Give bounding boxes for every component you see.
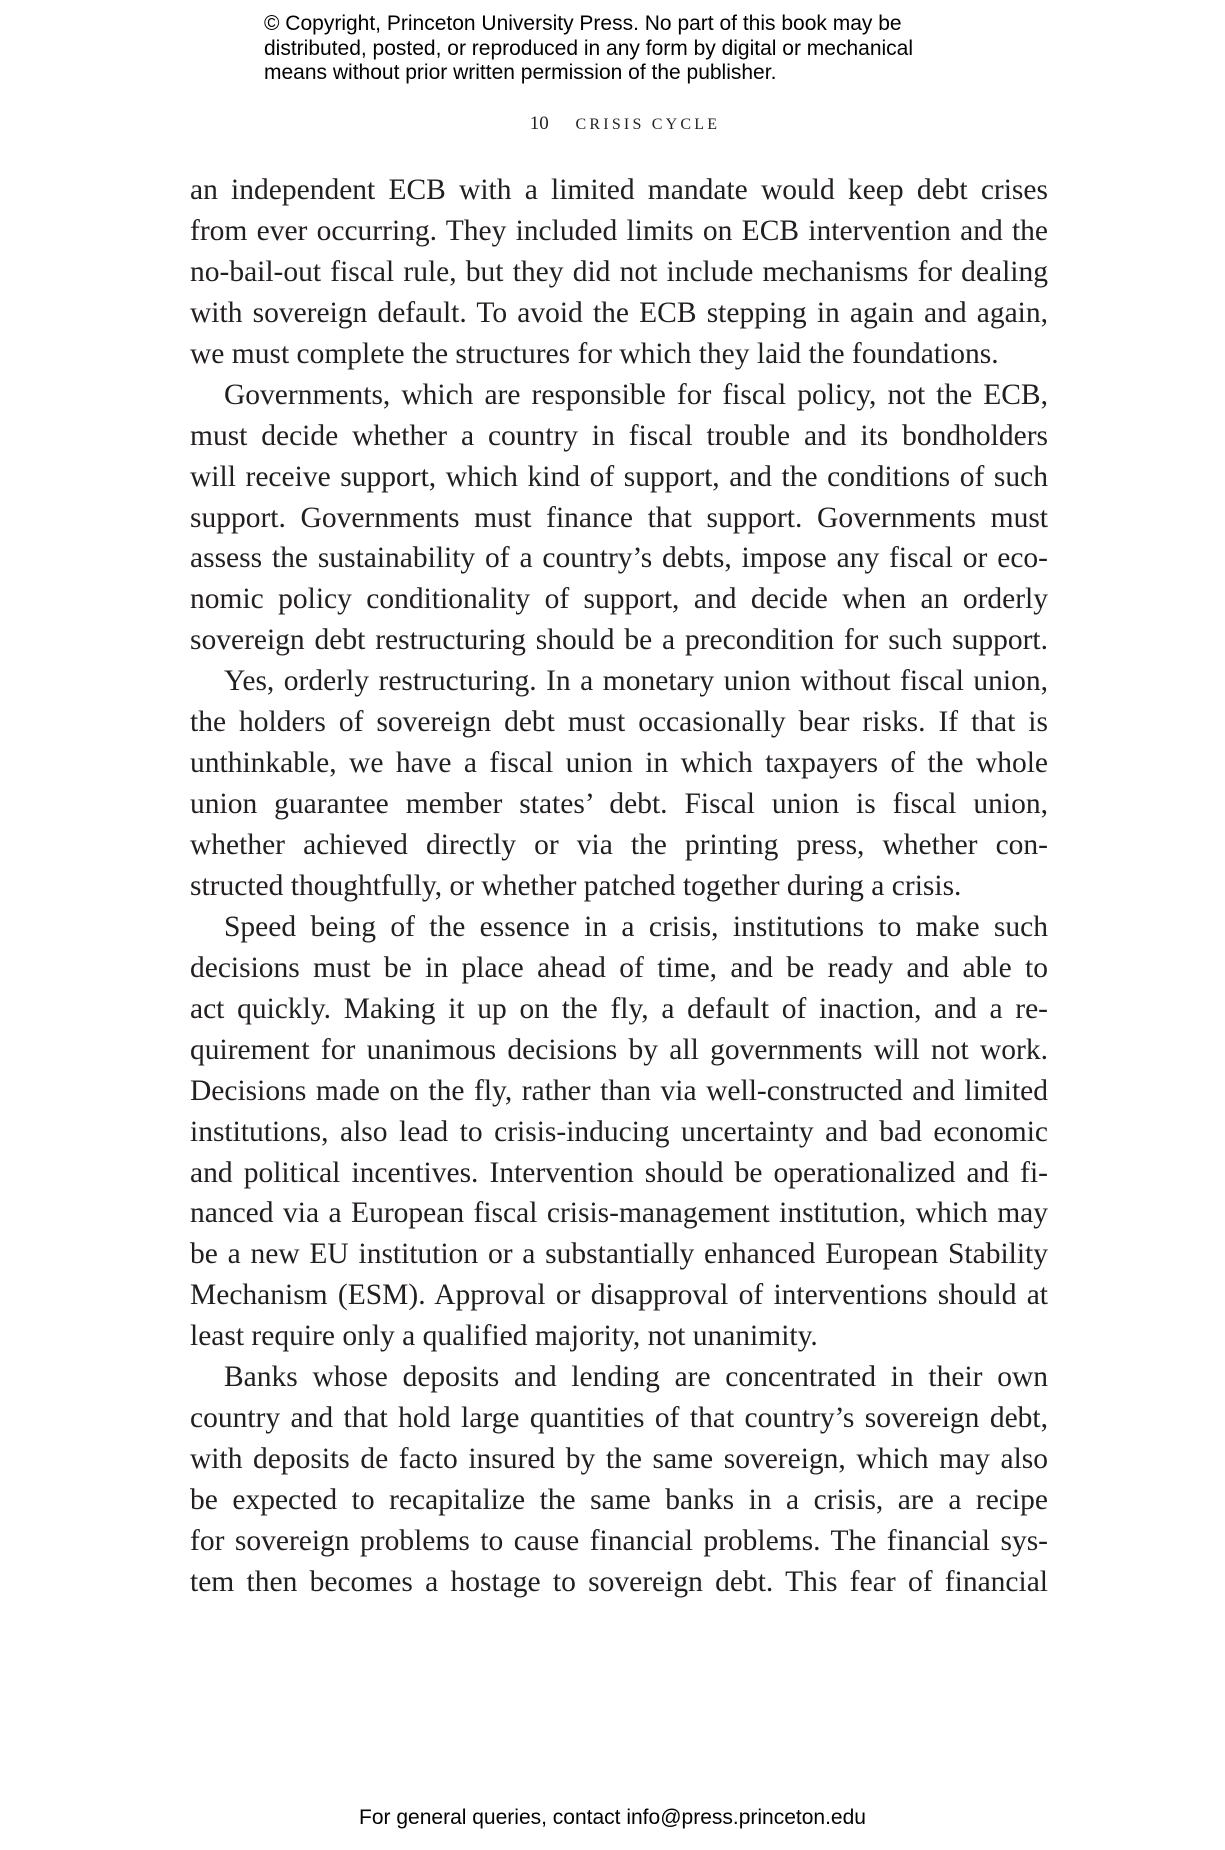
text-line: tem then becomes a hostage to sovereign debt. This fear of financial bbox=[190, 1565, 1048, 1598]
copyright-notice bbox=[264, 12, 964, 86]
text-line: for sovereign problems to cause financial problems. The financial sys- bbox=[190, 1524, 1048, 1557]
text-line: be a new EU institution or a substantially enhanced European Stability bbox=[190, 1238, 1048, 1271]
text-line: we must complete the structures for which they laid the foundations. bbox=[190, 337, 999, 370]
text-line: structed thoughtfully, or whether patched together during a crisis. bbox=[190, 869, 962, 902]
text-line: Mechanism (ESM). Approval or disapproval of interventions should at bbox=[190, 1279, 1048, 1312]
copyright-line: distributed, posted, or reproduced in any form by digital or mechanical bbox=[264, 36, 914, 60]
text-line: Governments, which are responsible for fiscal policy, not the ECB, bbox=[224, 378, 1048, 411]
text-line: whether achieved directly or via the printing press, whether con- bbox=[190, 829, 1048, 861]
text-line: country and that hold large quantities of that country’s sovereign debt, bbox=[190, 1402, 1048, 1435]
copyright-line: means without prior written permission of the publisher. bbox=[264, 61, 777, 84]
text-line: with sovereign default. To avoid the ECB stepping in again and again, bbox=[190, 296, 1048, 329]
text-line: Speed being of the essence in a crisis, institutions to make such bbox=[224, 910, 1048, 943]
text-line: be expected to recapitalize the same banks in a crisis, are a recipe bbox=[190, 1484, 1048, 1516]
text-line: unthinkable, we have a fiscal union in which taxpayers of the whole bbox=[190, 747, 1048, 780]
footer-contact: For general queries, contact info@press.princeton.edu bbox=[359, 1806, 866, 1829]
paragraph bbox=[190, 375, 1048, 662]
text-line: nomic policy conditionality of support, and decide when an orderly bbox=[190, 583, 1048, 616]
text-line: no-bail-out fiscal rule, but they did not include mechanisms for dealing bbox=[190, 255, 1048, 288]
text-line: the holders of sovereign debt must occasionally bear risks. If that is bbox=[190, 706, 1048, 739]
body-text bbox=[190, 170, 1048, 1603]
text-line: sovereign debt restructuring should be a precondition for such support. bbox=[190, 624, 1048, 657]
copyright-line: © Copyright, Princeton University Press. No part of this book may be bbox=[264, 12, 902, 35]
text-line: act quickly. Making it up on the fly, a default of inaction, and a re- bbox=[190, 992, 1048, 1025]
text-line: institutions, also lead to crisis-inducing uncertainty and bad economic bbox=[190, 1115, 1048, 1148]
text-line: will receive support, which kind of support, and the conditions of such bbox=[190, 460, 1048, 493]
text-line: must decide whether a country in fiscal trouble and its bondholders bbox=[190, 419, 1048, 452]
text-line: Decisions made on the fly, rather than via well-constructed and limited bbox=[190, 1074, 1048, 1107]
text-line: decisions must be in place ahead of time, and be ready and able to bbox=[190, 951, 1048, 984]
text-line: from ever occurring. They included limits on ECB intervention and the bbox=[190, 214, 1048, 247]
running-head bbox=[0, 113, 1225, 135]
paragraph bbox=[190, 170, 1048, 375]
paragraph bbox=[190, 661, 1048, 907]
text-line: Yes, orderly restructuring. In a monetary union without fiscal union, bbox=[224, 665, 1048, 698]
paragraph bbox=[190, 907, 1048, 1357]
text-line: and political incentives. Intervention should be operationalized and fi- bbox=[190, 1156, 1048, 1189]
text-line: quirement for unanimous decisions by all governments will not work. bbox=[190, 1033, 1048, 1066]
text-line: union guarantee member states’ debt. Fiscal union is fiscal union, bbox=[190, 788, 1048, 821]
text-line: an independent ECB with a limited mandate would keep debt crises bbox=[190, 174, 1048, 206]
page-number: 10 bbox=[529, 113, 549, 134]
text-line: least require only a qualified majority, not unanimity. bbox=[190, 1320, 818, 1353]
text-line: support. Governments must finance that support. Governments must bbox=[190, 501, 1048, 534]
text-line: assess the sustainability of a country’s debts, impose any fiscal or eco- bbox=[190, 542, 1048, 575]
text-line: Banks whose deposits and lending are concentrated in their own bbox=[224, 1361, 1048, 1394]
running-head-title: CRISIS CYCLE bbox=[575, 116, 721, 133]
text-line: nanced via a European fiscal crisis-management institution, which may bbox=[190, 1197, 1048, 1230]
paragraph bbox=[190, 1357, 1048, 1603]
text-line: with deposits de facto insured by the same sovereign, which may also bbox=[190, 1443, 1048, 1476]
